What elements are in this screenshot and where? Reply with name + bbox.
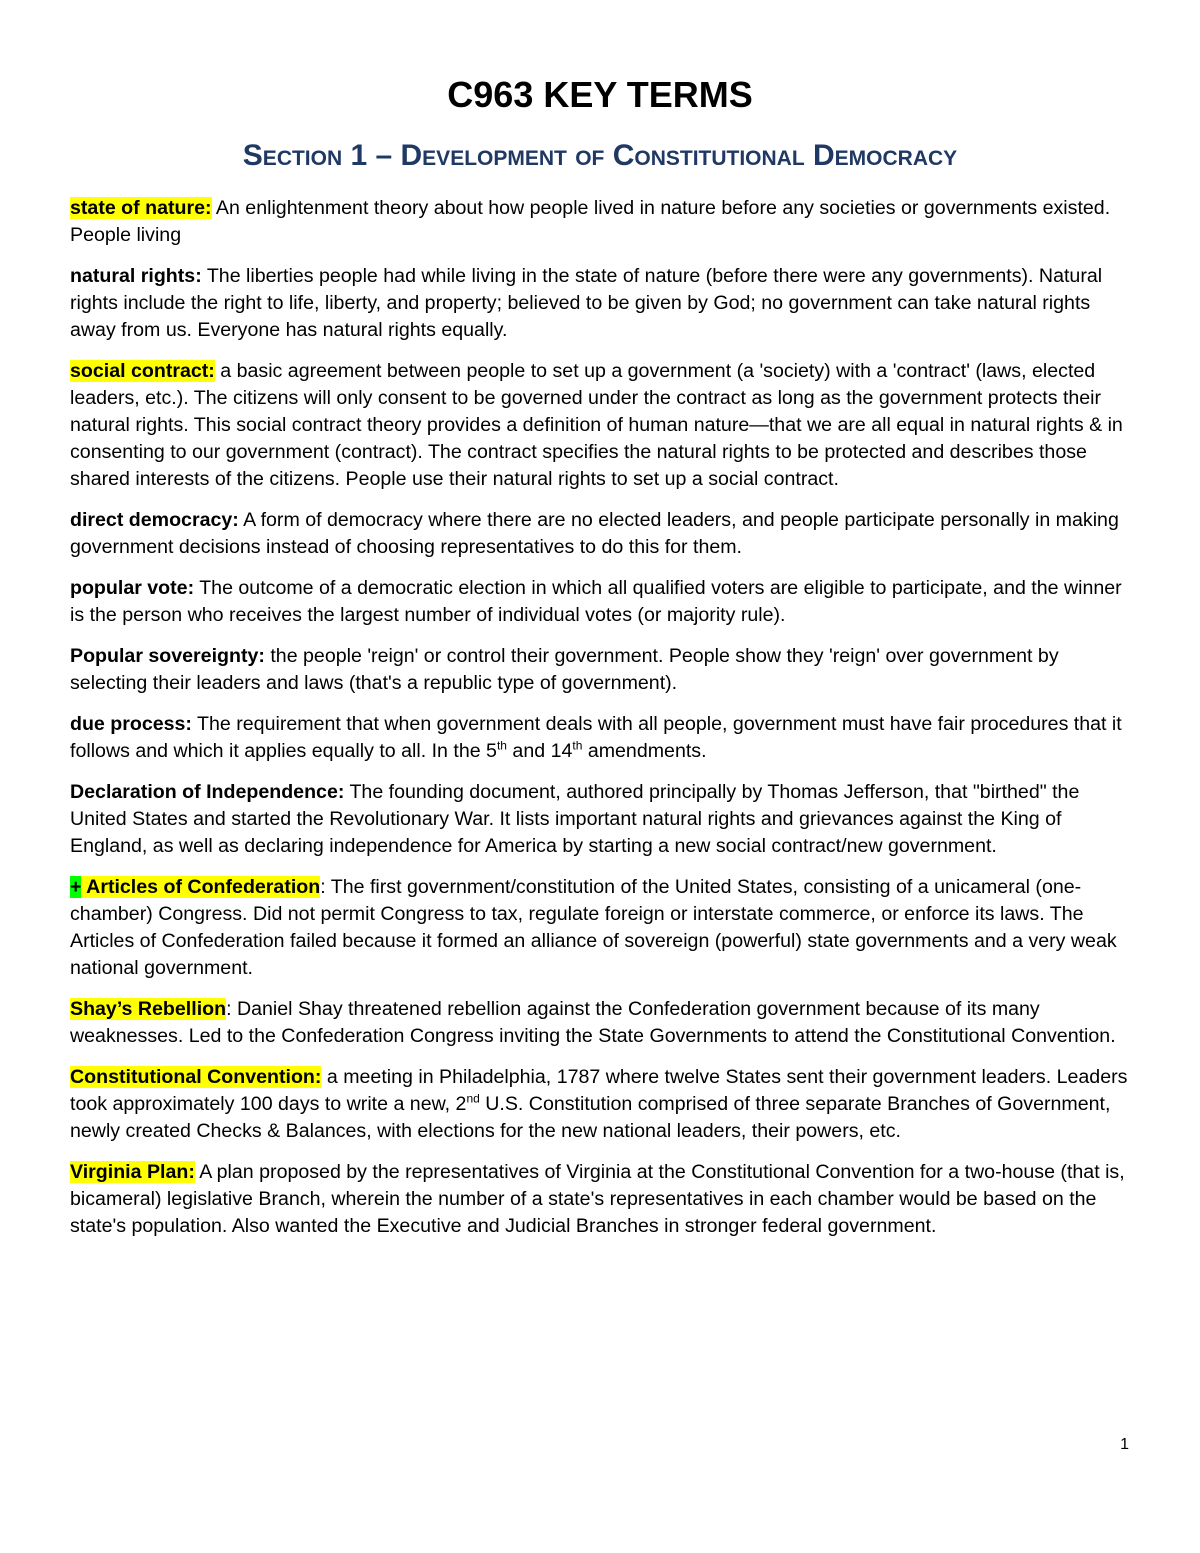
term-label: Virginia Plan: <box>70 1161 195 1183</box>
entry-shays-rebellion <box>70 996 1135 1050</box>
term-definition-end: amendments. <box>582 740 707 762</box>
entry-articles-of-confederation <box>70 874 1135 982</box>
plus-marker: + <box>70 876 82 898</box>
section-heading: Section 1 – Development of Constitutional Democracy <box>242 139 958 172</box>
term-label: Declaration of Independence: <box>70 781 345 803</box>
term-definition: the people 'reign' or control their government. People show they 'reign' over government by selecting their leaders and laws (that's a republic type of government). <box>70 645 1059 694</box>
term-definition: The requirement that when government deals with all people, government must have fair procedures that it follows and which it applies equally to all. In the 5 <box>70 713 1122 762</box>
term-definition: The liberties people had while living in the state of nature (before there were any governments). Natural rights include the right to life, liberty, and property; believed to be given by God; no government can take natural rights away from us. Everyone has natural rights equally. <box>70 265 1103 341</box>
term-definition: The outcome of a democratic election in which all qualified voters are eligible to participate, and the winner is the person who receives the largest number of individual votes (or majority rule). <box>70 577 1122 626</box>
superscript: th <box>572 738 583 753</box>
entry-declaration-of-independence <box>70 779 1135 860</box>
entry-social-contract <box>70 358 1135 493</box>
entry-popular-sovereignty <box>70 643 1135 697</box>
entry-virginia-plan <box>70 1159 1135 1240</box>
term-colon: : <box>320 876 326 898</box>
entry-popular-vote <box>70 575 1135 629</box>
term-label: natural rights: <box>70 265 202 287</box>
term-definition: The founding document, authored principally by Thomas Jefferson, that "birthed" the United States and started the Revolutionary War. It lists important natural rights and grievances against the King of England, as well as declaring independence for America by starting a new social contract/new government. <box>70 781 1080 857</box>
term-definition-cont: U.S. Constitution comprised of three separate Branches of Government, newly created Checks & Balances, with elections for the new national leaders, their powers, etc. <box>70 1093 1111 1142</box>
term-definition: The first government/constitution of the United States, consisting of a unicameral (one-chamber) Congress. Did not permit Congress to tax, regulate foreign or interstate commerce, or enforce its laws. The Articles of Confederation failed because it formed an alliance of sovereign (powerful) state governments and a very weak national government. <box>70 876 1117 979</box>
document-title: C963 KEY TERMS <box>447 74 753 115</box>
entry-direct-democracy <box>70 507 1135 561</box>
term-definition: A plan proposed by the representatives of Virginia at the Constitutional Convention for a two-house (that is, bicameral) legislative Branch, wherein the number of a state's representatives in each chamber would be based on the state's population. Also wanted the Executive and Judicial Branches in stronger federal government. <box>70 1161 1125 1237</box>
term-label: Constitutional Convention: <box>70 1066 322 1088</box>
term-definition: An enlightenment theory about how people lived in nature before any societies or governments existed. People living <box>70 197 1111 246</box>
term-label: Shay’s Rebellion <box>70 998 227 1020</box>
key-terms-list <box>70 195 1135 1254</box>
entry-due-process <box>70 711 1135 765</box>
superscript: nd <box>466 1091 480 1106</box>
term-label: state of nature: <box>70 197 212 219</box>
term-definition: a basic agreement between people to set up a government (a 'society) with a 'contract' (laws, elected leaders, etc.). The citizens will only consent to be governed under the contract as long as the government protects their natural rights. This social contract theory provides a definition of human nature—that we are all equal in natural rights & in consenting to our government (contract). The contract specifies the natural rights to be protected and describes those shared interests of the citizens. People use their natural rights to set up a social contract. <box>70 360 1123 490</box>
term-label: due process: <box>70 713 192 735</box>
term-label: Articles of Confederation <box>81 876 321 898</box>
entry-constitutional-convention <box>70 1064 1135 1145</box>
term-definition-cont: and 14 <box>506 740 573 762</box>
term-definition: A form of democracy where there are no elected leaders, and people participate personally in making government decisions instead of choosing representatives to do this for them. <box>70 509 1119 558</box>
entry-state-of-nature <box>70 195 1135 249</box>
term-label: direct democracy: <box>70 509 239 531</box>
term-label: popular vote: <box>70 577 195 599</box>
entry-natural-rights <box>70 263 1135 344</box>
page-number: 1 <box>1120 1436 1129 1453</box>
term-definition: a meeting in Philadelphia, 1787 where twelve States sent their government leaders. Leaders took approximately 100 days to write a new, 2 <box>70 1066 1128 1115</box>
term-label: social contract: <box>70 360 215 382</box>
term-definition: : Daniel Shay threatened rebellion against the Confederation government because of its many weaknesses. Led to the Confederation Congress inviting the State Governments to attend the Constitutional Convention. <box>70 998 1116 1047</box>
superscript: th <box>496 738 507 753</box>
term-label: Popular sovereignty: <box>70 645 265 667</box>
